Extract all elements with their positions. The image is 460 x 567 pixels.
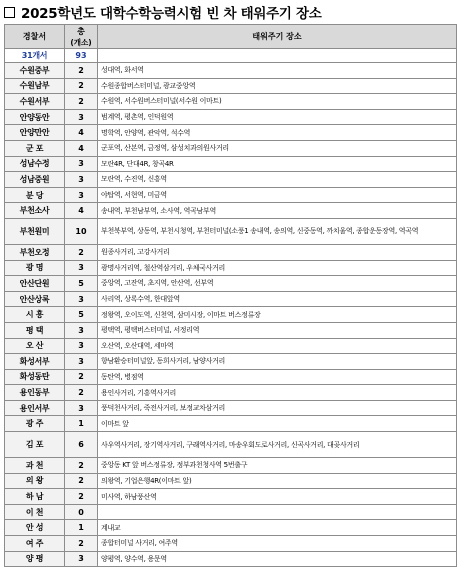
station-name: 안양동안 — [5, 109, 65, 125]
location-count: 3 — [65, 400, 98, 416]
station-name: 의 왕 — [5, 473, 65, 489]
location-list: 중앙동 KT 앞 버스정류장, 정부과천청사역 5번출구 — [98, 458, 457, 474]
location-count: 4 — [65, 140, 98, 156]
station-name: 이 천 — [5, 504, 65, 520]
station-name: 시 흥 — [5, 307, 65, 323]
table-row — [5, 307, 457, 323]
location-list: 송내역, 부천남부역, 소사역, 역곡남부역 — [98, 203, 457, 219]
location-count: 2 — [65, 489, 98, 505]
table-row — [5, 432, 457, 458]
location-count: 2 — [65, 385, 98, 401]
table-row — [5, 520, 457, 536]
table-header-row — [5, 25, 457, 49]
checkbox-icon — [4, 7, 15, 18]
location-count: 3 — [65, 109, 98, 125]
location-list: 야탑역, 서현역, 미금역 — [98, 187, 457, 203]
table-row — [5, 489, 457, 505]
document-title — [4, 2, 321, 22]
location-list: 향남환승터미널앞, 동희사거리, 남양사거리 — [98, 354, 457, 370]
station-name: 부천오정 — [5, 244, 65, 260]
header-count-top: 총 — [77, 26, 85, 36]
location-count: 3 — [65, 322, 98, 338]
table-row — [5, 551, 457, 567]
location-count: 6 — [65, 432, 98, 458]
location-count: 5 — [65, 307, 98, 323]
header-count — [65, 25, 98, 49]
table-row — [5, 203, 457, 219]
total-row — [5, 49, 457, 63]
station-name: 용인동부 — [5, 385, 65, 401]
table-row — [5, 260, 457, 276]
location-count: 4 — [65, 125, 98, 141]
location-list: 의왕역, 기업은행4R(이마트 앞) — [98, 473, 457, 489]
table-row — [5, 156, 457, 172]
header-locations: 태워주기 장소 — [98, 25, 457, 49]
location-list: 평택역, 평택버스터미널, 서정리역 — [98, 322, 457, 338]
location-list — [98, 504, 457, 520]
location-list: 군포역, 산본역, 금정역, 삼성치과의원사거리 — [98, 140, 457, 156]
table-row — [5, 218, 457, 244]
total-locations — [98, 49, 457, 63]
table-row — [5, 385, 457, 401]
station-name: 분 당 — [5, 187, 65, 203]
station-name: 용인서부 — [5, 400, 65, 416]
location-list: 사리역, 상록수역, 한대앞역 — [98, 291, 457, 307]
location-list: 동탄역, 병점역 — [98, 369, 457, 385]
station-name: 과 천 — [5, 458, 65, 474]
table-row — [5, 172, 457, 188]
station-name: 수원중부 — [5, 63, 65, 79]
location-count: 3 — [65, 156, 98, 172]
location-list: 성대역, 화서역 — [98, 63, 457, 79]
location-list: 이마트 앞 — [98, 416, 457, 432]
station-name: 광 명 — [5, 260, 65, 276]
station-name: 부천소사 — [5, 203, 65, 219]
title-text: 2025학년도 대학수학능력시험 빈 차 태워주기 장소 — [21, 6, 322, 22]
table-row — [5, 63, 457, 79]
total-label: 31개서 — [5, 49, 65, 63]
table-row — [5, 504, 457, 520]
station-name: 광 주 — [5, 416, 65, 432]
table-row — [5, 244, 457, 260]
location-count: 3 — [65, 172, 98, 188]
location-list: 양평역, 양수역, 용문역 — [98, 551, 457, 567]
location-list: 계내교 — [98, 520, 457, 536]
location-count: 1 — [65, 520, 98, 536]
table-row — [5, 322, 457, 338]
location-list: 수원역, 서수원버스터미널(서수원 이마트) — [98, 94, 457, 110]
table-row — [5, 94, 457, 110]
table-row — [5, 338, 457, 354]
table-row — [5, 536, 457, 552]
table-row — [5, 458, 457, 474]
location-count: 4 — [65, 203, 98, 219]
station-name: 수원남부 — [5, 78, 65, 94]
location-count: 2 — [65, 94, 98, 110]
station-name: 성남중원 — [5, 172, 65, 188]
location-count: 2 — [65, 244, 98, 260]
table-row — [5, 140, 457, 156]
table-row — [5, 400, 457, 416]
location-count: 3 — [65, 338, 98, 354]
location-list: 미사역, 하남풍산역 — [98, 489, 457, 505]
location-count: 10 — [65, 218, 98, 244]
header-count-sub: (개소) — [70, 37, 92, 47]
station-name: 부천원미 — [5, 218, 65, 244]
location-list: 중앙역, 고잔역, 초지역, 안산역, 선부역 — [98, 276, 457, 292]
location-list: 원종사거리, 고강사거리 — [98, 244, 457, 260]
location-list: 용인사거리, 기흥역사거리 — [98, 385, 457, 401]
station-name: 화성동탄 — [5, 369, 65, 385]
location-count: 3 — [65, 260, 98, 276]
location-count: 3 — [65, 291, 98, 307]
station-name: 화성서부 — [5, 354, 65, 370]
location-list: 광명사거리역, 철산역삼거리, 우체국사거리 — [98, 260, 457, 276]
location-count: 2 — [65, 473, 98, 489]
table-row — [5, 276, 457, 292]
station-name: 하 남 — [5, 489, 65, 505]
station-name: 여 주 — [5, 536, 65, 552]
station-name: 안양만안 — [5, 125, 65, 141]
table-row — [5, 473, 457, 489]
location-count: 2 — [65, 78, 98, 94]
station-name: 오 산 — [5, 338, 65, 354]
table-row — [5, 109, 457, 125]
table-row — [5, 125, 457, 141]
pickup-locations-table — [4, 24, 457, 567]
station-name: 안 성 — [5, 520, 65, 536]
table-row — [5, 416, 457, 432]
location-list: 수원종합버스터미널, 광교중앙역 — [98, 78, 457, 94]
location-list: 종합터미널 사거리, 여주역 — [98, 536, 457, 552]
table-row — [5, 291, 457, 307]
station-name: 평 택 — [5, 322, 65, 338]
station-name: 양 평 — [5, 551, 65, 567]
location-list: 부천북부역, 상동역, 부천시청역, 부천터미널(소풍1 송내역, 송의역, 신중동역, 까치울역, 종합운동장역, 역곡역 — [98, 218, 457, 244]
station-name: 안산상록 — [5, 291, 65, 307]
table-row — [5, 369, 457, 385]
location-count: 2 — [65, 63, 98, 79]
location-list: 명학역, 안양역, 관악역, 석수역 — [98, 125, 457, 141]
location-list: 모란4R, 단대4R, 창곡4R — [98, 156, 457, 172]
location-list: 범계역, 평촌역, 인덕원역 — [98, 109, 457, 125]
location-list: 풍덕천사거리, 죽전사거리, 보정교차삼거리 — [98, 400, 457, 416]
station-name: 안산단원 — [5, 276, 65, 292]
station-name: 수원서부 — [5, 94, 65, 110]
total-count: 93 — [65, 49, 98, 63]
location-list: 오산역, 오산대역, 세마역 — [98, 338, 457, 354]
location-count: 2 — [65, 458, 98, 474]
table-row — [5, 187, 457, 203]
location-list: 모란역, 수진역, 신흥역 — [98, 172, 457, 188]
header-station: 경찰서 — [5, 25, 65, 49]
location-count: 3 — [65, 354, 98, 370]
location-count: 2 — [65, 536, 98, 552]
table-row — [5, 354, 457, 370]
location-count: 5 — [65, 276, 98, 292]
location-count: 0 — [65, 504, 98, 520]
location-list: 사우역사거리, 장기역사거리, 구래역사거리, 마송우회도로사거리, 신곡사거리, 대곶사거리 — [98, 432, 457, 458]
location-count: 2 — [65, 369, 98, 385]
location-count: 1 — [65, 416, 98, 432]
location-count: 3 — [65, 187, 98, 203]
station-name: 군 포 — [5, 140, 65, 156]
station-name: 김 포 — [5, 432, 65, 458]
location-count: 3 — [65, 551, 98, 567]
location-list: 정왕역, 오이도역, 신천역, 삼미시장, 이마트 버스정류장 — [98, 307, 457, 323]
table-row — [5, 78, 457, 94]
station-name: 성남수정 — [5, 156, 65, 172]
